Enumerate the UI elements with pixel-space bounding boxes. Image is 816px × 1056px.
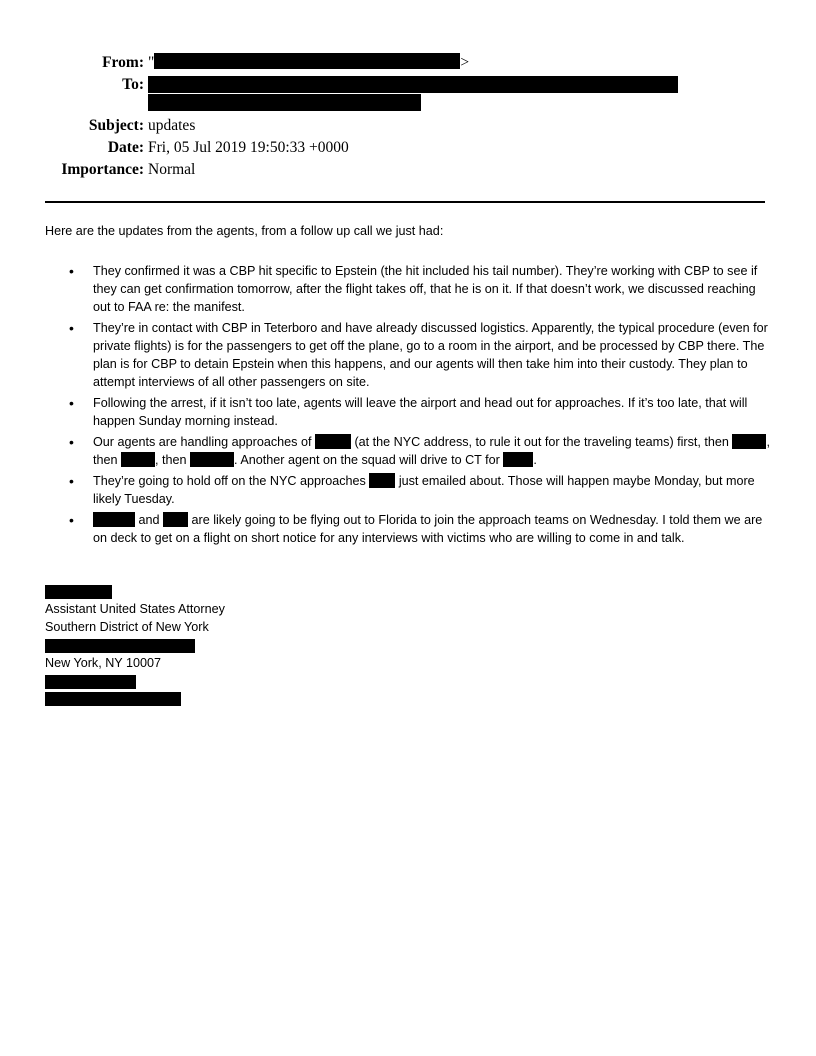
bullet-text-6a: and xyxy=(138,513,160,527)
redaction-to-line2 xyxy=(148,94,421,111)
redaction xyxy=(732,434,766,449)
update-list xyxy=(45,262,775,550)
redaction-from xyxy=(154,53,460,69)
signature-office: Southern District of New York xyxy=(45,620,209,634)
bullet-text-4c: , then xyxy=(93,435,770,467)
bullet-icon: • xyxy=(69,320,74,336)
subject-label: Subject: xyxy=(88,117,144,134)
date-label: Date: xyxy=(107,139,144,156)
importance-label: Importance: xyxy=(61,161,144,178)
bullet-text-5a: They’re going to hold off on the NYC approaches xyxy=(93,474,366,488)
bullet-icon: • xyxy=(69,512,74,528)
bullet-text-3: Following the arrest, if it isn’t too late, agents will leave the airport and head out for approaches. If it’s too late, that will happen Sunday morning instead. xyxy=(93,396,748,428)
list-item xyxy=(45,319,775,391)
intro-text: Here are the updates from the agents, from a follow up call we just had: xyxy=(45,224,444,238)
header-divider xyxy=(45,201,765,203)
bullet-icon: • xyxy=(69,473,74,489)
signature-city: New York, NY 10007 xyxy=(45,656,161,670)
bullet-text-2: They’re in contact with CBP in Teterboro and have already discussed logistics. Apparently, the typical procedure (even for private flights) is for the passengers to get off the plane, go to a room in the airport, and be processed by CBP there. The plan is for CBP to detain Epstein when this happens, and our agents will then take him into their custody. They plan to attempt interviews of all other passengers on site. xyxy=(93,321,768,389)
redaction-sender-name xyxy=(45,585,112,599)
redaction xyxy=(315,434,351,449)
redaction xyxy=(369,473,395,488)
redaction xyxy=(503,452,533,467)
list-item xyxy=(45,472,775,508)
bullet-text-4f: . xyxy=(533,453,537,467)
bullet-icon: • xyxy=(69,434,74,450)
bullet-icon: • xyxy=(69,395,74,411)
list-item xyxy=(45,433,775,469)
to-label: To: xyxy=(122,76,144,93)
bullet-text-4b: (at the NYC address, to rule it out for the traveling teams) first, then xyxy=(354,435,729,449)
redaction xyxy=(93,512,135,527)
list-item xyxy=(45,511,775,547)
bullet-text-4e: . Another agent on the squad will drive to CT for xyxy=(234,453,500,467)
bullet-text-4d: , then xyxy=(155,453,187,467)
signature-title: Assistant United States Attorney xyxy=(45,602,225,616)
redaction-address xyxy=(45,639,195,653)
bullet-text-6b: are likely going to be flying out to Florida to join the approach teams on Wednesday. I told them we are on deck to get on a flight on short notice for any interviews with victims who are willing to come in and talk. xyxy=(93,513,763,545)
redaction-to-line1 xyxy=(148,76,678,93)
bullet-text-5b: just emailed about. Those will happen maybe Monday, but more likely Tuesday. xyxy=(93,474,755,506)
bullet-text-4a: Our agents are handling approaches of xyxy=(93,435,312,449)
redaction-email xyxy=(45,692,181,706)
from-quote: " xyxy=(148,54,155,71)
from-label: From: xyxy=(102,54,144,71)
redaction xyxy=(163,512,188,527)
from-bracket: > xyxy=(460,54,470,71)
redaction xyxy=(190,452,234,467)
date-value: Fri, 05 Jul 2019 19:50:33 +0000 xyxy=(148,139,349,156)
redaction xyxy=(121,452,155,467)
bullet-icon: • xyxy=(69,263,74,279)
list-item xyxy=(45,262,775,316)
redaction-phone xyxy=(45,675,136,689)
from-value xyxy=(148,53,469,73)
subject-value: updates xyxy=(148,117,196,134)
bullet-text-1: They confirmed it was a CBP hit specific to Epstein (the hit included his tail number). They’re working with CBP to see if they can get confirmation tomorrow, after the flight takes off, that he is on it. If that doesn’t work, we discussed reaching out to FAA re: the manifest. xyxy=(93,264,758,314)
list-item xyxy=(45,394,775,430)
importance-value: Normal xyxy=(148,161,196,178)
